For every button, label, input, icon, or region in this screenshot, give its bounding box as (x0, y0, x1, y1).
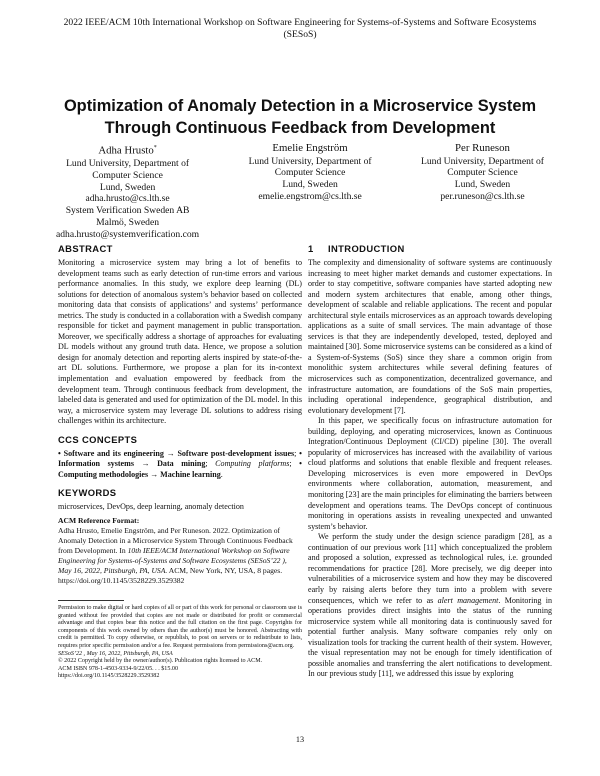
author-affiliation: Lund University, Department of (66, 158, 190, 170)
ccs-concept: • Computing methodologies → Machine learning (58, 459, 302, 479)
conference-short: (SESoS) (283, 28, 317, 40)
reference-format-text: Adha Hrusto, Emelie Engström, and Per Runeson. 2022. Optimization of Anomaly Detection in a Microservice System Through Continuous Feedback from Development. In 10th IEEE/ACM International Workshop on Software Engineering for Systems-of-Systems and Software Ecosystems (SESoS’22 ), May 16, 2022, Pittsburgh, PA, USA. ACM, New York, NY, USA, 8 pages. https://doi.org/10.1145/3528229.3529382 (58, 525, 293, 585)
reference-format-heading: ACM Reference Format: (58, 515, 140, 525)
introduction-heading (308, 243, 552, 255)
author-affiliation: Lund University, Department of (248, 155, 372, 167)
page-number: 13 (295, 735, 305, 744)
intro-paragraph-1: The complexity and dimensionality of software systems are continuously increasing to meet higher market demands and customer expectations. In order to stay competitive, software companies have started adopting new and modern system architectures that enable, among other things, development of scalable and reliable applications. The recent and popular architectural style entails microservices as an approach towards developing applications as a suite of small services. The main advantage of those services is that they are independently developed, tested, deployed and maintained [30]. Some microservice systems can be considered as a kind of a System-of-Systems (SoS) since they share a common origin from monolithic system architectures while several defining features of microservices such as componentization, decentralized governance, and infrastructure automation, are foundations of the SoS main properties, including operational independence, geographical distribution, and evolutionary development [7]. (308, 258, 552, 415)
author-affiliation: System Verification Sweden AB (65, 205, 190, 217)
title-line-2: Through Continuous Feedback from Development (104, 118, 496, 137)
conference-name: 2022 IEEE/ACM 10th International Workshop on Software Engineering for Systems-of-Systems and Software Ecosystems (63, 17, 537, 28)
author-name: Emelie Engström (272, 142, 348, 154)
author-location: Lund, Sweden (282, 179, 338, 191)
author-location: Lund, Sweden (454, 179, 511, 191)
author-email: adha.hrusto@systemverification.com (56, 228, 200, 240)
ccs-concept: • Information systems → Data mining (58, 448, 302, 469)
paper-title (50, 96, 550, 139)
author-2 (249, 143, 372, 240)
footnote-divider (58, 600, 124, 601)
section-number: 1 (308, 243, 314, 254)
ccs-concept: Computing platforms (215, 459, 290, 469)
conference-header (40, 17, 560, 40)
permission-notice: Permission to make digital or hard copies of all or part of this work for personal or classroom use is granted without fee provided that copies are not made or distributed for profit or commercial advantage and that copies bear this notice and the full citation on the first page. Copyrights for components of this work owned by others than the author(s) must be honored. Abstracting with credit is permitted. To copy otherwise, or republish, to post on servers or to redistribute to lists, requires prior specific permission and/or a fee. Request permissions from permissions@acm.org. (58, 604, 302, 649)
intro-paragraph-2: In this paper, we specifically focus on infrastructure automation for building, deploying, and operating microservices, known as Continuous Integration/Continuous Deployment (CI/CD) pipeline [30]. The overall popularity of microservices has increased with the availability of various cloud platforms and solutions that enable flexible and frequent releases. Developing microservices is even more empowered in DevOps environments where collaboration, automation, measurement, and monitoring [23] are the main principles for eliminating the barriers between development and operations teams. The DevOps concept of continuous monitoring in operations assists in revealing unexpected and unwanted system’s behavior. (308, 416, 553, 531)
author-location: Malmö, Sweden (96, 216, 159, 228)
title-line-1: Optimization of Anomaly Detection in a Microservice System (63, 97, 537, 115)
author-email: adha.hrusto@cs.lth.se (85, 193, 170, 205)
author-affiliation: Computer Science (447, 167, 518, 179)
abstract-heading: ABSTRACT (58, 243, 113, 254)
author-name: Adha Hrusto (98, 144, 154, 157)
author-affiliation: Lund University, Department of (421, 155, 544, 167)
isbn-line: ACM ISBN 978-1-4503-9334-9/22/05. . . $15.00 (58, 665, 179, 672)
intro-paragraph-3: We perform the study under the design science paradigm [28], as a continuation of our previous work [11] which conceptualized the problem and proposed a solution, expressed as technological rules, i.e. grounded recommendations for practice [28]. More precisely, we dig deeper into vulnerabilities of a microservice system and how they may be discovered early by raising alerts before they turn into a problem with severe consequences, which we refer to as alert management. Monitoring in operations provides direct insights into the status of the running microservice system while all monitoring data is continuously saved for potential further analysis. Many software companies rely only on visualization tools for tracking the current health of their system. However, the visual representation may not be enough for timely identification of possible anomalies and transferring the alert notifications to development. In our previous study [11], we addressed this issue by exploring (308, 532, 552, 679)
author-name: Per Runeson (455, 142, 510, 154)
ccs-concepts: • Software and its engineering → Software post-development issues; • Information systems → Data mining; Computing platforms; • Computing methodologies → Machine learning. (58, 448, 302, 479)
author-affiliation: Computer Science (92, 170, 163, 181)
author-3 (421, 143, 544, 240)
author-affiliation: Computer Science (274, 167, 346, 179)
right-column (308, 243, 552, 680)
copyright-block (58, 651, 302, 681)
venue-line: SESoS’22 , May 16, 2022, Pittsburgh, PA, USA (58, 650, 173, 657)
ccs-heading: CCS CONCEPTS (58, 433, 138, 445)
keywords-heading: KEYWORDS (58, 487, 117, 499)
author-block (56, 143, 544, 240)
ccs-concept: • Software and its engineering → Software post-development issues (58, 448, 295, 458)
keywords-text: microservices, DevOps, deep learning, anomaly detection (58, 502, 244, 512)
copyright-line: © 2022 Copyright held by the owner/author(s). Publication rights licensed to ACM. (58, 658, 263, 665)
left-column (58, 243, 302, 681)
section-title: INTRODUCTION (328, 243, 405, 254)
author-1 (56, 143, 199, 240)
author-email: emelie.engstrom@cs.lth.se (258, 190, 362, 202)
abstract-text: Monitoring a microservice system may bring a lot of benefits to development teams such as early detection of run-time errors and various performance anomalies. In this study, we explore deep learning (DL) solutions for detection of anomalous system’s behavior based on collected monitoring data that consists of applications’ and systems’ performance metrics. The study is conducted in a collaboration with a Swedish company responsible for ticket and payment management in public transportation. Moreover, we specifically address a shortage of approaches for evaluating DL models without any ground truth data. Hence, we propose a solution design for anomaly detection and reporting alerts inspired by state-of-the-art DL solutions. Furthermore, we propose a plan for its in-context implementation and evaluation empowered by feedback from the development team. Through continuous feedback from development, the labeled data is generated and used for optimization of the DL model. In this way, a microservice system may leverage DL solutions to address rising challenges within its architecture. (58, 258, 302, 426)
author-mark: * (153, 145, 157, 151)
author-email: per.runeson@cs.lth.se (440, 190, 525, 202)
doi-line: https://doi.org/10.1145/3528229.3529382 (58, 673, 160, 680)
author-location: Lund, Sweden (99, 181, 156, 193)
